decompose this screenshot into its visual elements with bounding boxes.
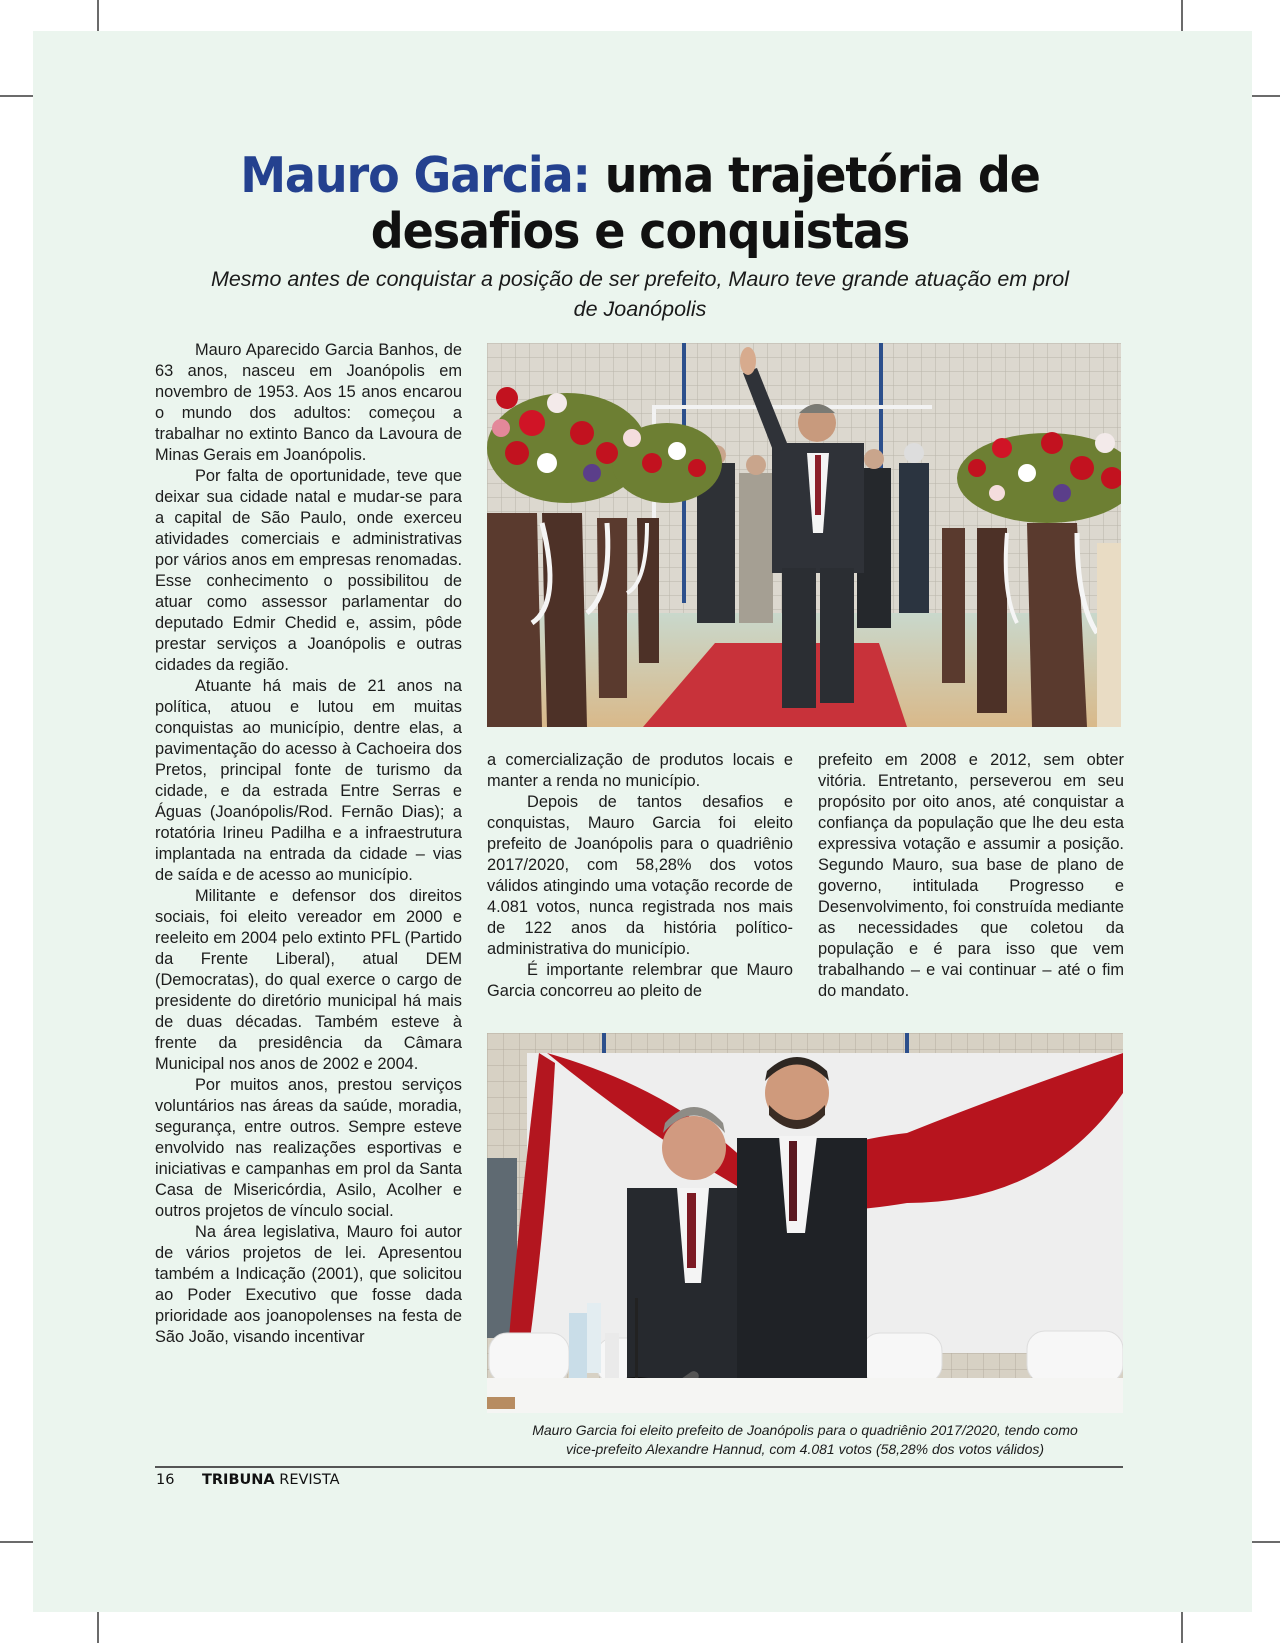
paragraph: É importante relembrar que Mauro Garcia concorreu ao pleito de xyxy=(487,961,793,1000)
article-title xyxy=(189,148,1091,260)
caption-line: vice-prefeito Alexandre Hannud, com 4.081 votos (58,28% dos votos válidos) xyxy=(565,1441,1045,1457)
paragraph: Por falta de oportunidade, teve que deixar sua cidade natal e mudar-se para a capital de São Paulo, onde exerceu atividades comerciais e administrativas por vários anos em empresas renomadas. Esse conhecimento o possibilitou de atuar como assessor parlamentar do deputado Edmir Chedid e, assim, pôde prestar serviços a Joanópolis e outras cidades da região. xyxy=(155,467,463,674)
page-number: 16 xyxy=(156,1472,175,1488)
text-column-2 xyxy=(487,750,793,1002)
crop-mark xyxy=(1181,0,1183,31)
crop-mark xyxy=(1252,95,1280,97)
photo-mayor-and-vice xyxy=(487,1033,1123,1413)
photo-caption xyxy=(487,1421,1123,1459)
photo-mayor-and-vice-mayor-icon xyxy=(487,1033,1123,1413)
paragraph: Por muitos anos, prestou serviços voluntários nas áreas da saúde, moradia, segurança, entre outros. Sempre esteve envolvido nas realizações esportivas e iniciativas e campanhas em prol da Santa Casa de Misericórdia, Asilo, Acolher e outros projetos de vínculo social. xyxy=(155,1076,462,1220)
crop-mark xyxy=(0,95,33,97)
paragraph: Militante e defensor dos direitos sociais, foi eleito vereador em 2000 e reeleito em 2004 pelo extinto PFL (Partido da Frente Liberal), atual DEM (Democratas), do qual exerce o cargo de presidente do diretório municipal há mais de duas décadas. Também esteve à frente da presidência da Câmara Municipal nos anos de 2002 e 2004. xyxy=(155,887,462,1073)
paragraph: Mauro Aparecido Garcia Banhos, de 63 anos, nasceu em Joanópolis em novembro de 1953. Aos 15 anos encarou o mundo dos adultos: começou a trabalhar no extinto Banco da Lavoura de Minas Gerais em Joanópolis. xyxy=(155,341,462,464)
text-column-1 xyxy=(155,340,462,1348)
paragraph: a comercialização de produtos locais e manter a renda no município. xyxy=(487,751,793,790)
brand-rest: REVISTA xyxy=(274,1472,340,1488)
crop-mark xyxy=(97,1612,99,1643)
caption-line: Mauro Garcia foi eleito prefeito de Joanópolis para o quadriênio 2017/2020, tendo como xyxy=(532,1422,1078,1438)
paragraph: Atuante há mais de 21 anos na política, atuou e lutou em muitas conquistas ao município, dentre elas, a pavimentação do acesso à Cachoeira dos Pretos, principal fonte de turismo da cidade, e da estrada Entre Serras e Águas (Joanópolis/Rod. Fernão Dias); a rotatória Irineu Padilha e a infraestrutura implantada na entrada da cidade – vias de saída e de acesso ao município. xyxy=(155,677,462,884)
title-highlight: Mauro Garcia: xyxy=(240,147,590,204)
title-rest: uma trajetória de desafios e conquistas xyxy=(370,147,1040,260)
crop-mark xyxy=(0,1541,33,1543)
paragraph: Na área legislativa, Mauro foi autor de vários projetos de lei. Apresentou também a Indicação (2001), que solicitou ao Poder Executivo que fosse dada prioridade aos joanopolenses na festa de São João, visando incentivar xyxy=(155,1223,462,1346)
footer-rule xyxy=(155,1466,1123,1468)
paragraph: prefeito em 2008 e 2012, sem obter vitória. Entretanto, perseverou em seu propósito por oito anos, até conquistar a confiança da população que lhe deu esta expressiva votação e assumir a posição. Segundo Mauro, sua base de plano de governo, intitulada Progresso e Desenvolvimento, foi construída mediante as necessidades que coletou da população e é para isso que vem trabalhando – e vai continuar – até o fim do mandato. xyxy=(818,751,1124,1000)
crop-mark xyxy=(1181,1612,1183,1643)
crop-mark xyxy=(97,0,99,31)
photo-mayor-waving xyxy=(487,343,1121,727)
crop-mark xyxy=(1252,1541,1280,1543)
page-footer xyxy=(156,1472,340,1488)
brand-bold: TRIBUNA xyxy=(202,1472,275,1488)
photo-mayor-waving-on-red-carpet-icon xyxy=(487,343,1121,727)
paragraph: Depois de tantos desafios e conquistas, Mauro Garcia foi eleito prefeito de Joanópolis para o quadriênio 2017/2020, com 58,28% dos votos válidos atingindo uma votação recorde de 4.081 votos, nunca registrada nos mais de 122 anos da história político-administrativa do município. xyxy=(487,793,793,958)
text-column-3 xyxy=(818,750,1124,1002)
article-subtitle: Mesmo antes de conquistar a posição de ser prefeito, Mauro teve grande atuação em prol de Joanópolis xyxy=(210,267,1070,321)
